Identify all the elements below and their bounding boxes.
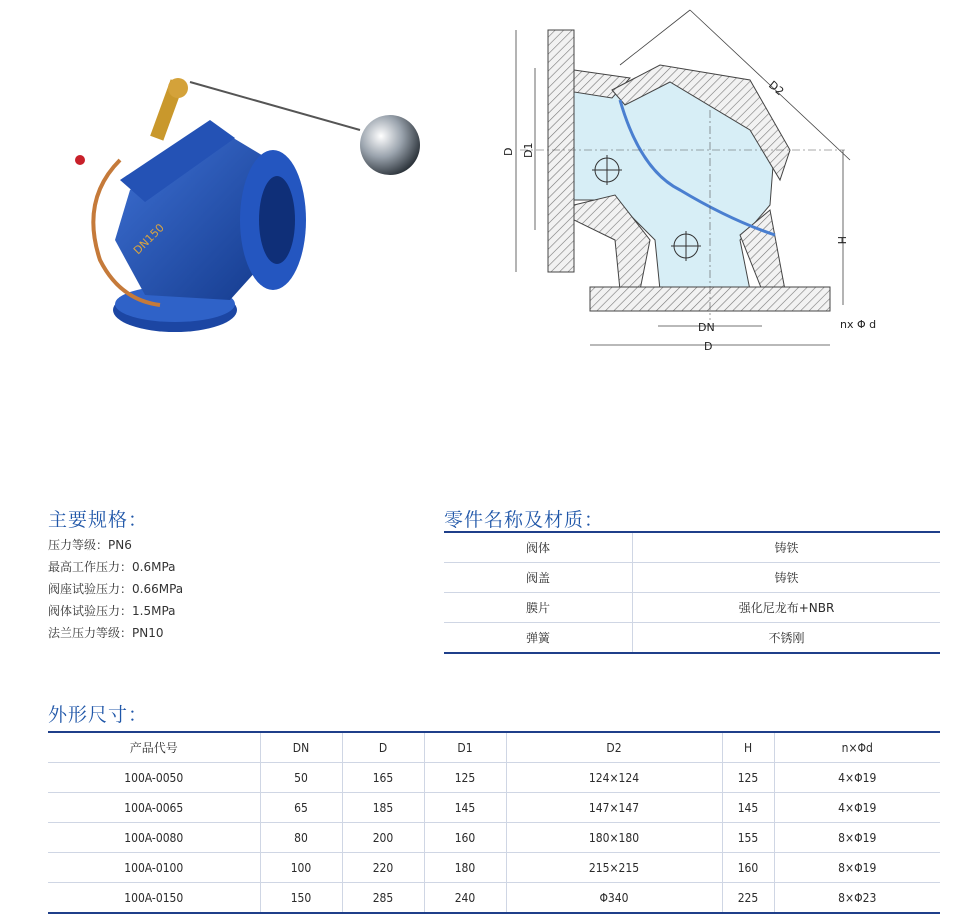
spec-item: 阀体试验压力：1.5MPa	[48, 604, 176, 618]
spec-item: 压力等级：PN6	[48, 538, 132, 552]
parts-heading: 零件名称及材质：	[444, 509, 605, 531]
table-row	[48, 853, 940, 883]
cell: 100A-0100	[48, 853, 260, 883]
part-material: 不锈刚	[768, 631, 805, 645]
cell: 145	[424, 793, 506, 823]
table-header-row	[48, 732, 940, 763]
cell: 80	[260, 823, 342, 853]
part-name: 阀体	[444, 532, 633, 563]
dimensions-table	[48, 731, 940, 914]
cell: 100A-0050	[48, 763, 260, 793]
col-header: D	[342, 732, 424, 763]
col-header: n×Φd	[774, 732, 940, 763]
table-row	[48, 793, 940, 823]
table-row	[48, 883, 940, 914]
cell: 165	[342, 763, 424, 793]
cell: 240	[424, 883, 506, 914]
spec-item: 阀座试验压力：0.66MPa	[48, 582, 184, 596]
cell: 160	[424, 823, 506, 853]
dim-label-d-bottom: D	[704, 340, 713, 353]
table-row	[48, 823, 940, 853]
dim-label-holes: nx Φ d	[840, 318, 877, 331]
cell: 145	[722, 793, 774, 823]
part-material: 铸铁	[633, 563, 941, 593]
cell: 4×Φ19	[774, 763, 940, 793]
col-header: D2	[506, 732, 722, 763]
valve-photo	[60, 60, 440, 350]
cell: 8×Φ19	[774, 853, 940, 883]
cell: 185	[342, 793, 424, 823]
dim-label-dn: DN	[698, 321, 715, 334]
cell: 200	[342, 823, 424, 853]
col-header: H	[722, 732, 774, 763]
table-row	[444, 563, 940, 593]
cell: 100	[260, 853, 342, 883]
cell: 180×180	[506, 823, 722, 853]
cell: 180	[424, 853, 506, 883]
col-header: DN	[260, 732, 342, 763]
parts-table	[444, 531, 940, 654]
col-header: 产品代号	[48, 732, 260, 763]
cell: 160	[722, 853, 774, 883]
part-name: 阀盖	[444, 563, 633, 593]
cell: 125	[424, 763, 506, 793]
svg-text:DN150: DN150	[130, 221, 167, 258]
cell: 65	[260, 793, 342, 823]
cell: 215×215	[506, 853, 722, 883]
cell: Φ340	[506, 883, 722, 914]
table-row	[444, 532, 940, 563]
part-material: 强化尼龙布+NBR	[633, 593, 941, 623]
cell: 8×Φ23	[838, 890, 877, 905]
part-material: 铸铁	[633, 532, 941, 563]
cell: 8×Φ19	[774, 823, 940, 853]
part-name: 弹簧	[444, 623, 633, 654]
cell: 4×Φ19	[774, 793, 940, 823]
dim-label-d2: D2	[766, 78, 787, 99]
cell: 100A-0065	[48, 793, 260, 823]
cell: 124×124	[506, 763, 722, 793]
dim-label-d: D	[502, 147, 515, 156]
cell: 147×147	[506, 793, 722, 823]
dimensions-heading: 外形尺寸：	[48, 704, 149, 726]
table-row	[444, 623, 940, 654]
cell: 100A-0150	[48, 883, 260, 914]
cell: 155	[722, 823, 774, 853]
spec-item: 最高工作压力：0.6MPa	[48, 560, 176, 574]
col-header: D1	[424, 732, 506, 763]
cell: 150	[260, 883, 342, 914]
cell: 220	[342, 853, 424, 883]
dim-label-d1: D1	[522, 142, 535, 158]
specs-list	[48, 534, 183, 644]
dim-label-h: H	[835, 236, 848, 245]
table-row	[48, 763, 940, 793]
cell: 285	[342, 883, 424, 914]
spec-item: 法兰压力等级：PN10	[48, 626, 164, 640]
cell: 50	[260, 763, 342, 793]
cell: 225	[722, 883, 774, 914]
cell: 100A-0080	[48, 823, 260, 853]
valve-drawing	[500, 0, 900, 370]
part-name: 膜片	[444, 593, 633, 623]
specs-heading: 主要规格：	[48, 509, 149, 531]
cell: 125	[722, 763, 774, 793]
table-row	[444, 593, 940, 623]
